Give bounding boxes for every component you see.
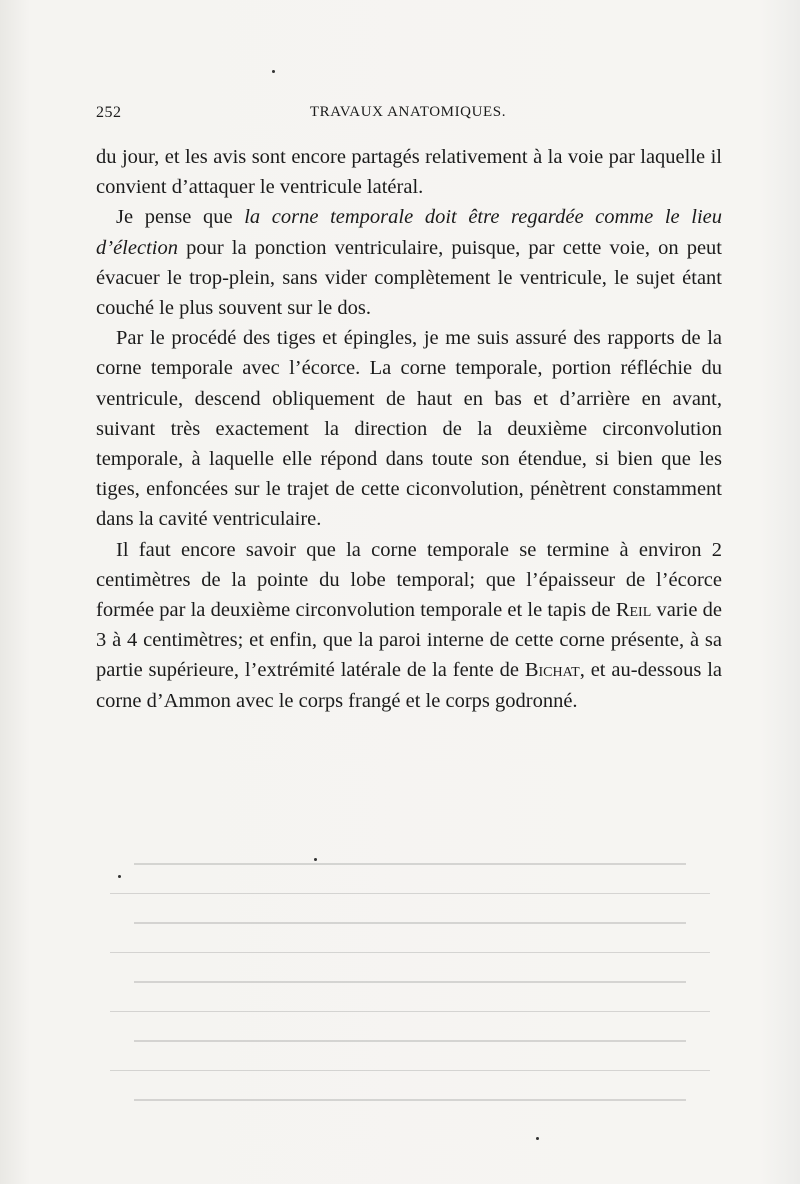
body-text <box>96 142 722 716</box>
page-header <box>96 98 720 128</box>
paper-speck <box>536 1137 539 1140</box>
text-run: Par le procédé des tiges et épingles, je me suis assuré des rapports de la corne temporale avec l’écorce. La corne temporale, portion réfléchie du ventricule, descend obliquement de haut en bas et d’arrière en avant, suivant très exactement la direction de la deuxième circonvolution temporale, à laquelle elle répond dans toute son étendue, si bien que les tiges, enfoncées sur le trajet de cette ciconvolution, pénètrent constamment dans la cavité ventriculaire. <box>96 327 722 531</box>
paper-speck <box>314 858 317 861</box>
smallcaps-run: Reil <box>615 599 652 622</box>
text-run: du jour, et les avis sont encore partagés relativement à la voie par laquelle il convient d’attaquer le ventricule latéral. <box>96 146 722 199</box>
page-number: 252 <box>96 104 122 121</box>
show-through-bleed <box>110 835 710 1125</box>
text-run: Il faut encore savoir que la corne temporale se termine à environ 2 centimètres de la pointe du lobe temporal; que l’épaisseur de l’écorce formée par la deuxième circonvolution temporale et le tapis de <box>96 538 722 622</box>
paper-speck <box>118 875 121 878</box>
paragraph <box>96 142 722 202</box>
italic-run: la corne temporale doit être regardée comme le lieu d’élection <box>96 206 722 259</box>
text-run: Je pense que <box>116 206 245 229</box>
paragraph <box>96 202 722 323</box>
running-head: TRAVAUX ANATOMIQUES. <box>309 104 507 120</box>
text-run: varie de 3 à 4 centimètres; et enfin, que la paroi interne de cette corne présente, à sa partie supérieure, l’extrémité latérale de la fente de <box>96 599 722 682</box>
text-run: , et au-dessous la corne d’Ammon avec le corps frangé et le corps godronné. <box>96 659 722 712</box>
paper-speck <box>272 70 275 73</box>
text-run: pour la ponction ventriculaire, puisque, par cette voie, on peut évacuer le trop-plein, sans vider complètement le ventricule, le sujet étant couché le plus souvent sur le dos. <box>96 236 722 320</box>
paragraph <box>96 323 722 534</box>
smallcaps-run: Bichat <box>524 659 580 682</box>
paragraph <box>96 535 722 716</box>
